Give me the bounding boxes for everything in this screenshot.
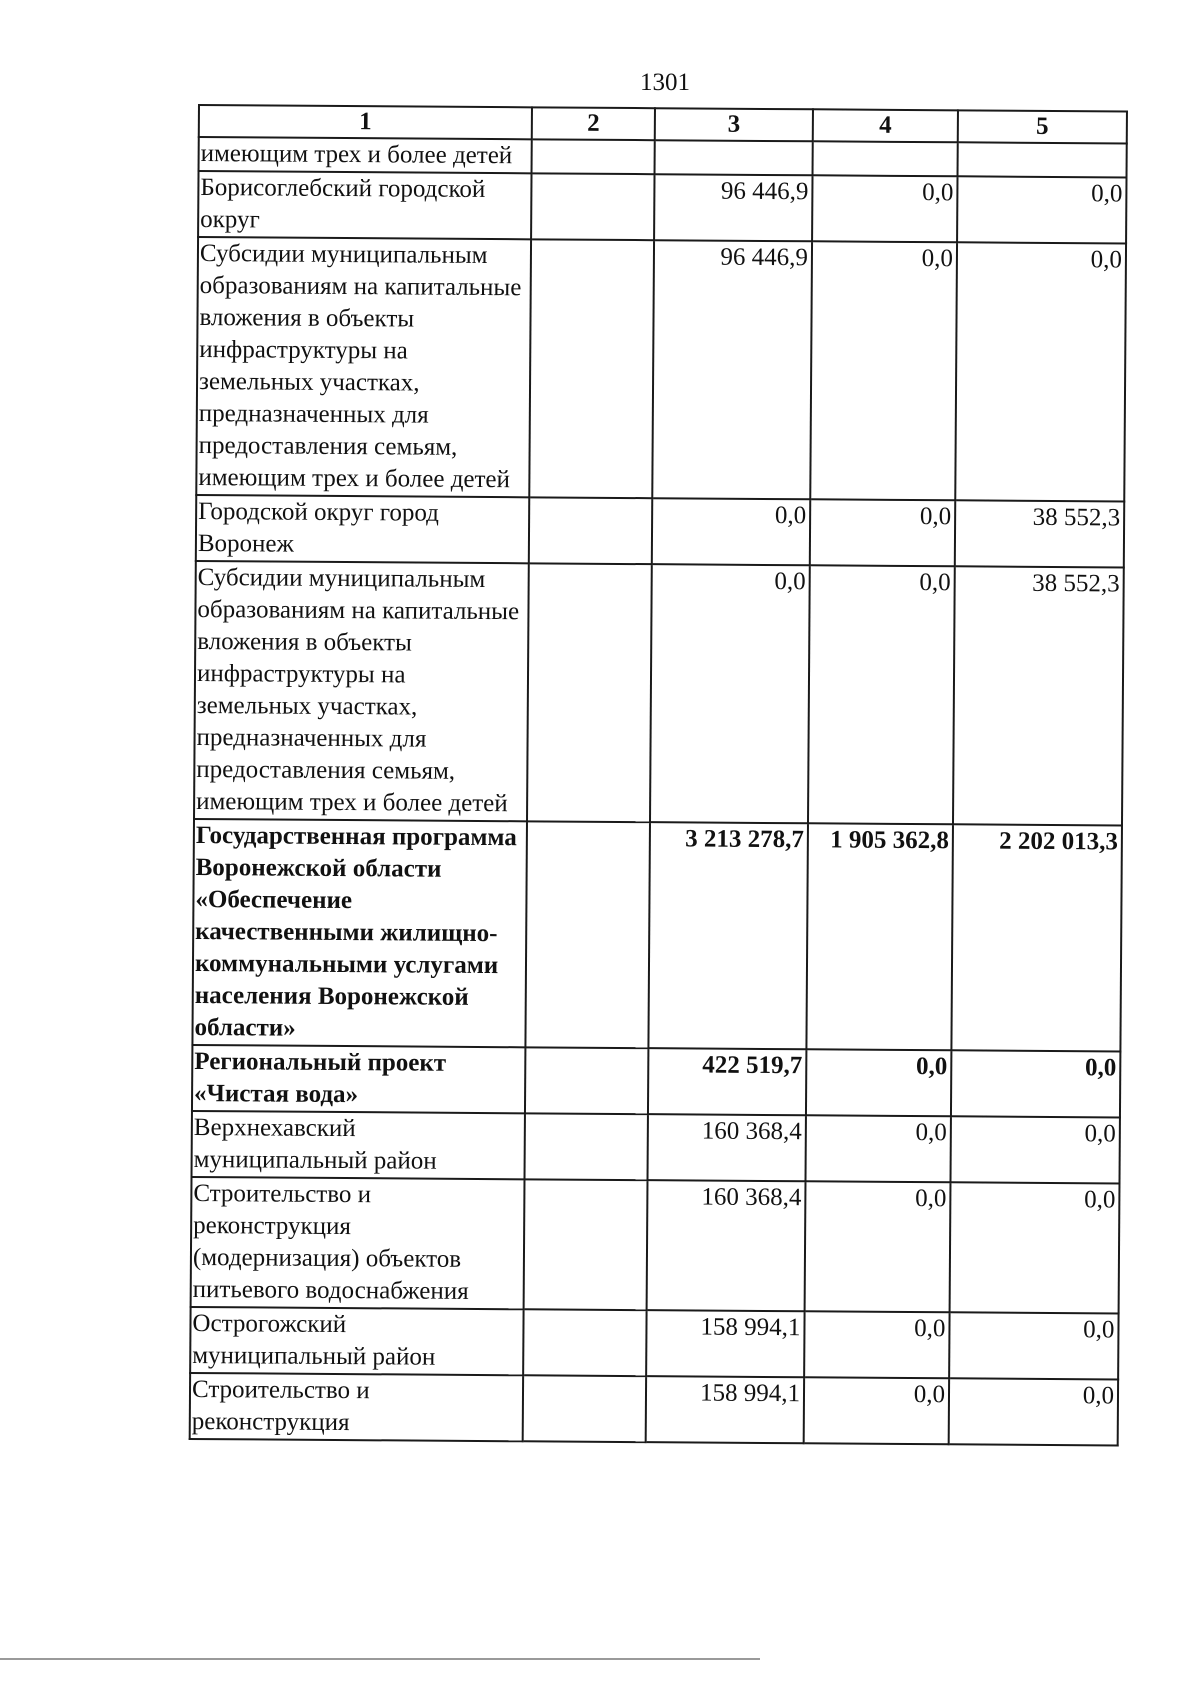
col-header-4: 4	[813, 109, 958, 142]
cell-col-3: 0,0	[652, 498, 810, 565]
row-name: Верхнехавский муниципальный район	[192, 1111, 525, 1179]
table-row	[192, 1111, 1120, 1183]
cell-col-5: 0,0	[949, 1378, 1118, 1445]
cell-col-5	[958, 142, 1127, 177]
cell-col-2	[531, 173, 654, 240]
cell-col-3: 160 368,4	[647, 1180, 806, 1311]
row-name: Городской округ город Воронеж	[196, 495, 529, 563]
cell-col-3: 0,0	[650, 564, 810, 823]
cell-col-4: 0,0	[806, 1049, 951, 1116]
cell-col-3: 3 213 278,7	[648, 822, 808, 1049]
bottom-divider	[0, 1658, 760, 1660]
cell-col-5: 0,0	[957, 176, 1126, 243]
col-header-5: 5	[958, 110, 1127, 143]
cell-col-4: 1 905 362,8	[806, 823, 953, 1050]
cell-col-4: 0,0	[805, 1115, 950, 1182]
table-row	[196, 495, 1124, 567]
cell-col-3: 96 446,9	[654, 174, 812, 241]
cell-col-3: 96 446,9	[652, 240, 812, 499]
cell-col-4: 0,0	[805, 1181, 951, 1312]
cell-col-5: 0,0	[949, 1312, 1118, 1379]
row-name: Строительство и реконструкция	[190, 1373, 523, 1441]
cell-col-4: 0,0	[808, 565, 955, 824]
table-row	[194, 561, 1124, 825]
table-row-program	[192, 819, 1122, 1051]
cell-col-3	[655, 140, 813, 175]
cell-col-5: 0,0	[955, 242, 1126, 501]
cell-col-5: 0,0	[950, 1182, 1120, 1313]
cell-col-4: 0,0	[810, 499, 955, 566]
cell-col-2	[525, 821, 650, 1048]
budget-table	[189, 104, 1128, 1446]
table-row	[191, 1177, 1120, 1313]
col-header-2: 2	[532, 107, 655, 140]
cell-col-3: 158 994,1	[646, 1376, 804, 1443]
cell-col-5: 2 202 013,3	[951, 824, 1122, 1051]
cell-col-2	[527, 563, 652, 822]
table-row	[198, 171, 1126, 243]
row-name: Субсидии муниципальным образованиям на капитальные вложения в объекты инфраструктуры на земельных участках, предназначенных для предоставления семьям, имеющим трех и более детей	[196, 237, 531, 497]
table-row-project	[192, 1045, 1120, 1117]
cell-col-5: 0,0	[950, 1116, 1119, 1183]
cell-col-2	[524, 1179, 648, 1310]
cell-col-4: 0,0	[804, 1377, 949, 1444]
cell-col-2	[523, 1375, 646, 1442]
cell-col-2	[525, 1047, 648, 1114]
cell-col-5: 38 552,3	[955, 500, 1124, 567]
row-name: Острогожский муниципальный район	[190, 1307, 523, 1375]
col-header-1: 1	[199, 105, 532, 139]
cell-col-3: 158 994,1	[646, 1310, 804, 1377]
page-number: 1301	[640, 69, 690, 96]
cell-col-2	[529, 239, 654, 498]
row-name: Региональный проект «Чистая вода»	[192, 1045, 525, 1113]
cell-col-2	[525, 1113, 648, 1180]
table-row	[190, 1307, 1118, 1379]
cell-col-2	[529, 497, 652, 564]
cell-col-5: 38 552,3	[953, 566, 1124, 825]
row-name: имеющим трех и более детей	[199, 137, 532, 173]
table-row	[196, 237, 1126, 501]
cell-col-3: 422 519,7	[648, 1048, 806, 1115]
row-name: Субсидии муниципальным образованиям на капитальные вложения в объекты инфраструктуры на земельных участках, предназначенных для предоставления семьям, имеющим трех и более детей	[194, 561, 529, 821]
cell-col-3: 160 368,4	[647, 1114, 805, 1181]
cell-col-4: 0,0	[812, 175, 957, 242]
cell-col-5: 0,0	[951, 1050, 1120, 1117]
cell-col-2	[532, 139, 655, 174]
cell-col-4	[813, 141, 958, 176]
row-name: Борисоглебский городской округ	[198, 171, 531, 239]
row-name: Строительство и реконструкция (модернизация) объектов питьевого водоснабжения	[191, 1177, 525, 1309]
cell-col-2	[523, 1309, 646, 1376]
row-name: Государственная программа Воронежской области «Обеспечение качественными жилищно-коммунальными услугами населения Воронежской области»	[192, 819, 527, 1047]
col-header-3: 3	[655, 108, 813, 141]
cell-col-4: 0,0	[810, 241, 957, 500]
cell-col-4: 0,0	[804, 1311, 949, 1378]
table-row	[190, 1373, 1118, 1445]
